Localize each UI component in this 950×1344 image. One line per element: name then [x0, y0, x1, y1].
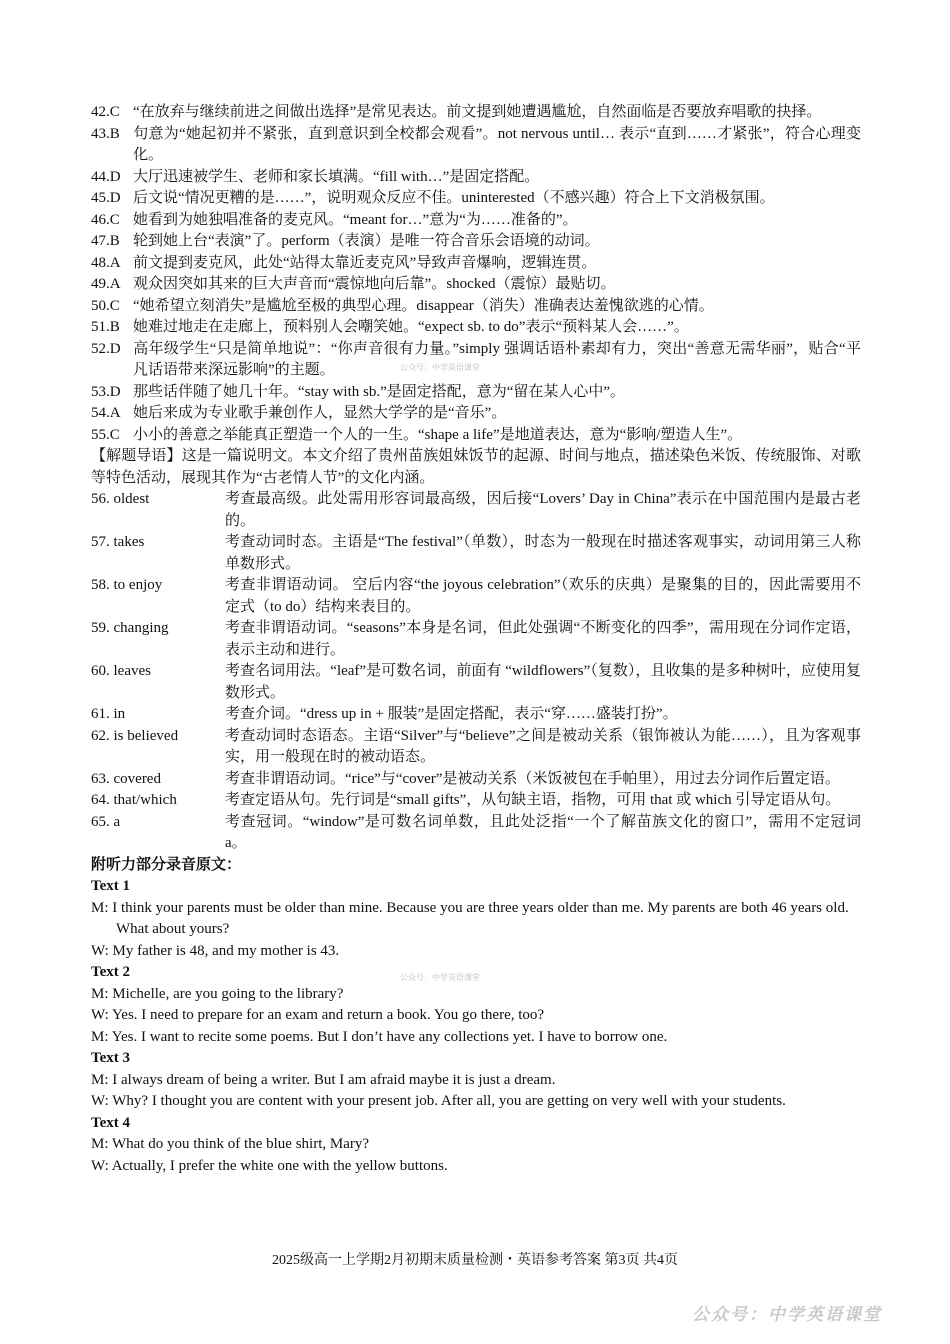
choice-item	[91, 382, 861, 404]
choice-number: 44.D	[91, 168, 121, 185]
watermark-small: 公众号：中学英语课堂	[400, 973, 480, 982]
choice-explanation: 她后来成为专业歌手兼创作人，显然大学学的是“音乐”。	[133, 405, 507, 421]
choice-explanation: 后文说“情况更糟的是……”，说明观众反应不佳。uninterested（不感兴趣）符合上下文消极氛围。	[133, 190, 775, 206]
blank-item	[91, 704, 861, 726]
choice-item	[91, 274, 861, 296]
choice-item	[91, 425, 861, 447]
blank-answer: 62. is believed	[91, 727, 179, 744]
blank-item	[91, 532, 861, 575]
dialogue-line: W: Actually, I prefer the white one with the yellow buttons.	[91, 1157, 448, 1174]
page-footer: 2025级高一上学期2月初期末质量检测・英语参考答案 第3页 共4页	[272, 1253, 678, 1268]
choice-number: 45.D	[91, 190, 121, 206]
choice-number: 42.C	[91, 104, 120, 120]
blank-explanation: 考查动词时态。主语是“The festival”（单数），时态为一般现在时描述客观事实，动词用第三人称单数形式。	[225, 534, 861, 572]
blank-explanation: 考查非谓语动词。 空后内容“the joyous celebration”（欢乐的庆典）是聚集的目的，因此需要用不定式（to do）结构来表目的。	[225, 577, 861, 615]
choice-explanation: 前文提到麦克风，此处“站得太靠近麦克风”导致声音爆响，逻辑连贯。	[133, 254, 597, 271]
choice-item	[91, 253, 861, 275]
dialogue-line: M: What do you think of the blue shirt, Mary?	[91, 1136, 370, 1152]
choice-number: 55.C	[91, 426, 120, 443]
choice-item	[91, 167, 861, 189]
blank-explanation: 考查动词时态语态。主语“Silver”与“believe”之间是被动关系（银饰被认为能……），且为客观事实，用一般现在时的被动语态。	[225, 727, 861, 765]
blank-answer: 65. a	[91, 813, 121, 830]
blank-item	[91, 769, 861, 791]
blank-item	[91, 726, 861, 769]
blank-item	[91, 618, 861, 661]
transcript-title: Text 4	[91, 1114, 131, 1131]
choice-explanation: 高年级学生“只是简单地说”：“你声音很有力量。”simply 强调话语朴素却有力，突出“善意无需华丽”，贴合“平凡话语带来深远影响”的主题。	[133, 340, 861, 378]
choice-item	[91, 231, 861, 253]
choice-explanation: 那些话伴随了她几十年。“stay with sb.”是固定搭配，意为“留在某人心中”。	[133, 383, 626, 400]
dialogue-line: M: Michelle, are you going to the library?	[91, 985, 344, 1002]
blank-explanation: 考查名词用法。“leaf”是可数名词，前面有 “wildflowers”（复数），且收集的是多种树叶，应使用复数形式。	[225, 663, 861, 701]
transcript-title: Text 1	[91, 878, 131, 894]
blank-explanation: 考查最高级。此处需用形容词最高级，因后接“Lovers’ Day in China”表示在中国范围内是最古老的。	[225, 491, 861, 529]
dialogue-line: W: My father is 48, and my mother is 43.	[91, 942, 340, 959]
choice-explanation: 轮到她上台“表演”了。perform（表演）是唯一符合音乐会语境的动词。	[133, 233, 600, 249]
choice-number: 43.B	[91, 125, 120, 142]
choice-explanation: 句意为“她起初并不紧张，直到意识到全校都会观看”。not nervous until… 表示“直到……才紧张”，符合心理变化。	[133, 125, 861, 163]
choice-item	[91, 124, 861, 167]
answer-content	[91, 102, 861, 1177]
choice-number: 49.A	[91, 276, 121, 292]
watermark-logo: 公众号：中学英语课堂	[692, 1305, 882, 1325]
choice-explanation: 她难过地走在走廊上，预料别人会嘲笑她。“expect sb. to do”表示“预料某人会……”。	[133, 319, 689, 335]
choice-number: 46.C	[91, 211, 120, 228]
blank-answer: 58. to enjoy	[91, 577, 163, 593]
blank-answer: 64. that/which	[91, 792, 177, 808]
dialogue-line: M: I think your parents must be older than mine. Because you are three years older than me. My parents are both 46 years old. What about yours?	[91, 899, 849, 937]
choice-number: 47.B	[91, 233, 120, 249]
choice-explanation: “在放弃与继续前进之间做出选择”是常见表达。前文提到她遭遇尴尬，自然面临是否要放弃唱歌的抉择。	[133, 104, 822, 120]
choice-number: 53.D	[91, 383, 121, 400]
blank-item	[91, 489, 861, 532]
blank-explanation: 考查冠词。“window”是可数名词单数，且此处泛指“一个了解苗族文化的窗口”，需用不定冠词 a。	[225, 813, 861, 851]
blank-explanation: 考查非谓语动词。“seasons”本身是名词，但此处强调“不断变化的四季”，需用现在分词作定语，表示主动和进行。	[225, 620, 861, 658]
choice-item	[91, 339, 861, 382]
blank-explanation: 考查非谓语动词。“rice”与“cover”是被动关系（米饭被包在手帕里），用过去分词作后置定语。	[225, 770, 840, 787]
choice-explanation: “她希望立刻消失”是尴尬至极的典型心理。disappear（消失）准确表达羞愧欲逃的心情。	[133, 297, 714, 314]
choice-number: 48.A	[91, 254, 121, 271]
choice-number: 51.B	[91, 319, 120, 335]
listening-title: 附听力部分录音原文：	[91, 856, 242, 873]
watermark-small: 公众号：中学英语课堂	[400, 363, 480, 372]
blank-answer: 59. changing	[91, 620, 169, 636]
blank-answer: 63. covered	[91, 770, 161, 787]
dialogue-line: M: Yes. I want to recite some poems. But I don’t have any collections yet. I have to borrow one.	[91, 1028, 668, 1045]
choice-item	[91, 210, 861, 232]
blank-item	[91, 575, 861, 618]
blank-item	[91, 812, 861, 855]
dialogue-line: W: Yes. I need to prepare for an exam and return a book. You go there, too?	[91, 1007, 545, 1023]
choice-explanation: 小小的善意之举能真正塑造一个人的一生。“shape a life”是地道表达，意为“影响/塑造人生”。	[133, 426, 743, 443]
blank-answer: 56. oldest	[91, 491, 150, 507]
blank-explanation: 考查定语从句。先行词是“small gifts”，从句缺主语，指物，可用 that 或 which 引导定语从句。	[225, 792, 841, 808]
transcript-title: Text 3	[91, 1050, 131, 1066]
choice-number: 54.A	[91, 405, 121, 421]
dialogue-line: M: I always dream of being a writer. But I am afraid maybe it is just a dream.	[91, 1071, 556, 1088]
choice-item	[91, 296, 861, 318]
guide-paragraph: 【解题导语】这是一篇说明文。本文介绍了贵州苗族姐妹饭节的起源、时间与地点，描述染色米饭、传统服饰、对歌等特色活动，展现其作为“古老情人节”的文化内涵。	[91, 448, 861, 486]
blank-item	[91, 790, 861, 812]
blank-answer: 61. in	[91, 706, 126, 722]
blank-answers	[91, 489, 861, 855]
choice-number: 50.C	[91, 297, 120, 314]
choice-item	[91, 403, 861, 425]
choice-item	[91, 317, 861, 339]
choice-item	[91, 188, 861, 210]
choice-explanation: 观众因突如其来的巨大声音而“震惊地向后靠”。shocked（震惊）最贴切。	[133, 276, 616, 292]
blank-item	[91, 661, 861, 704]
choice-item	[91, 102, 861, 124]
listening-transcripts	[91, 876, 861, 1177]
choice-answers	[91, 102, 861, 446]
choice-number: 52.D	[91, 340, 121, 357]
blank-answer: 60. leaves	[91, 663, 151, 679]
choice-explanation: 她看到为她独唱准备的麦克风。“meant for…”意为“为……准备的”。	[133, 211, 578, 228]
transcript-title: Text 2	[91, 964, 131, 980]
dialogue-line: W: Why? I thought you are content with your present job. After all, you are getting on very well with your students.	[91, 1093, 786, 1109]
choice-explanation: 大厅迅速被学生、老师和家长填满。“fill with…”是固定搭配。	[133, 168, 540, 185]
blank-answer: 57. takes	[91, 534, 145, 550]
blank-explanation: 考查介词。“dress up in + 服装”是固定搭配，表示“穿……盛装打扮”。	[225, 706, 678, 722]
